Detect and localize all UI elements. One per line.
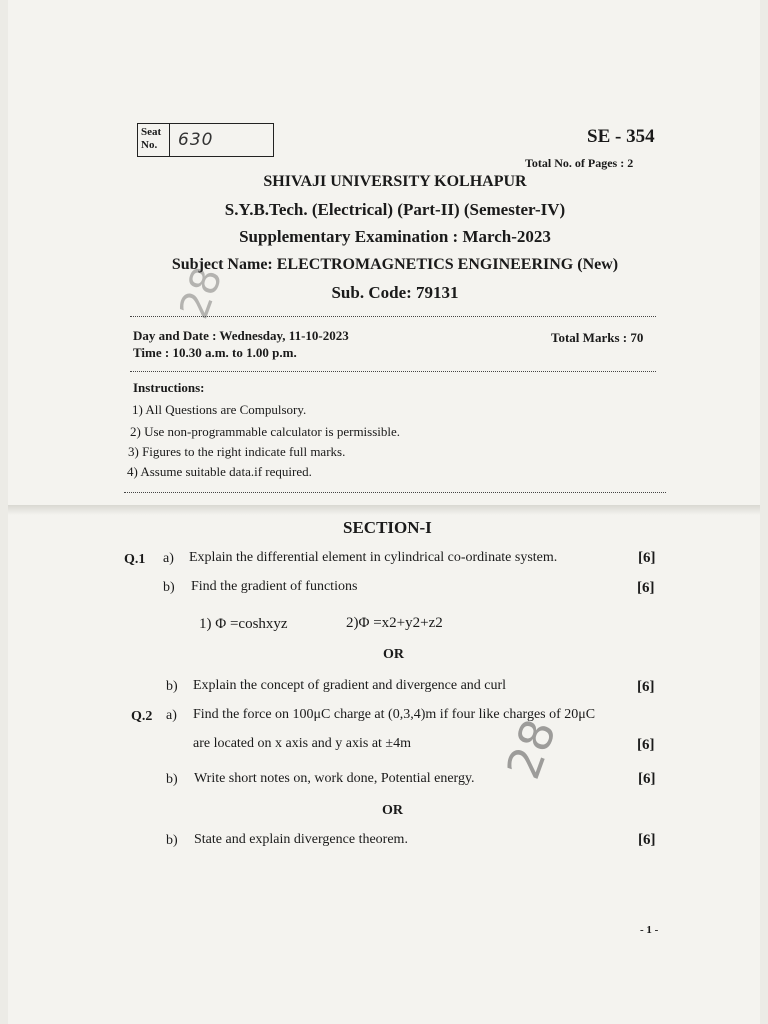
instruction-item: 1) All Questions are Compulsory. <box>132 402 307 417</box>
q1-a-marks: [6] <box>638 550 656 566</box>
q1-b2-text: Explain the concept of gradient and divergence and curl <box>193 678 507 693</box>
q2-number: Q.2 <box>131 709 153 724</box>
exam-time: Time : 10.30 a.m. to 1.00 p.m. <box>133 345 297 360</box>
q1-b-function-1: 1) Φ =coshxyz <box>199 616 288 632</box>
q1-b-function-2: 2)Φ =x2+y2+z2 <box>346 615 443 631</box>
divider-dots <box>124 492 666 493</box>
instructions-title: Instructions: <box>133 380 205 395</box>
q2-a-text-cont: are located on x axis and y axis at ±4m <box>193 736 412 751</box>
q1-b-text: Find the gradient of functions <box>191 579 358 594</box>
q1-number: Q.1 <box>124 552 146 567</box>
paper-fold <box>8 505 760 515</box>
seat-label-line-1: Seat <box>141 126 162 138</box>
page-number: - 1 - <box>640 924 659 936</box>
seat-label-line-2: No. <box>141 139 158 151</box>
q2-b2-label: b) <box>166 833 178 848</box>
q1-b2-marks: [6] <box>637 679 655 695</box>
divider-dots <box>130 371 656 372</box>
handwritten-mark: 28 <box>495 712 567 786</box>
instruction-item: 3) Figures to the right indicate full marks. <box>128 444 346 459</box>
q2-a-label: a) <box>166 708 177 723</box>
instruction-item: 2) Use non-programmable calculator is permissible. <box>130 424 401 439</box>
q2-b-marks: [6] <box>638 771 656 787</box>
q2-a-marks: [6] <box>637 737 655 753</box>
q1-b2-label: b) <box>166 679 178 694</box>
day-date: Day and Date : Wednesday, 11-10-2023 <box>133 328 349 343</box>
course-name: S.Y.B.Tech. (Electrical) (Part-II) (Semester-IV) <box>224 200 566 219</box>
section-title: SECTION-I <box>343 518 432 537</box>
q2-b2-marks: [6] <box>638 832 656 848</box>
instruction-item: 4) Assume suitable data.if required. <box>127 464 312 479</box>
seat-label <box>138 124 170 156</box>
university-name: SHIVAJI UNIVERSITY KOLHAPUR <box>263 173 527 190</box>
q2-b-text: Write short notes on, work done, Potential energy. <box>194 771 475 786</box>
subject-name: Subject Name: ELECTROMAGNETICS ENGINEERING (New) <box>171 256 619 273</box>
seat-number-box <box>137 123 274 157</box>
handwritten-mark: 28 <box>171 261 232 325</box>
q1-b-label: b) <box>163 580 175 595</box>
total-marks: Total Marks : 70 <box>551 330 644 345</box>
subject-code: Sub. Code: 79131 <box>331 283 459 302</box>
q2-b-label: b) <box>166 772 178 787</box>
seat-number: 630 <box>178 130 214 150</box>
or-divider: OR <box>383 647 404 662</box>
q2-b2-text: State and explain divergence theorem. <box>194 832 408 847</box>
q2-a-text: Find the force on 100μC charge at (0,3,4)m if four like charges of 20μC <box>193 707 596 722</box>
or-divider: OR <box>382 803 403 818</box>
q1-b-marks: [6] <box>637 580 655 596</box>
exam-name: Supplementary Examination : March-2023 <box>239 227 551 246</box>
q1-a-text: Explain the differential element in cylindrical co-ordinate system. <box>189 550 558 565</box>
q1-a-label: a) <box>163 551 174 566</box>
paper-code: SE - 354 <box>587 126 655 147</box>
total-pages: Total No. of Pages : 2 <box>525 156 634 170</box>
